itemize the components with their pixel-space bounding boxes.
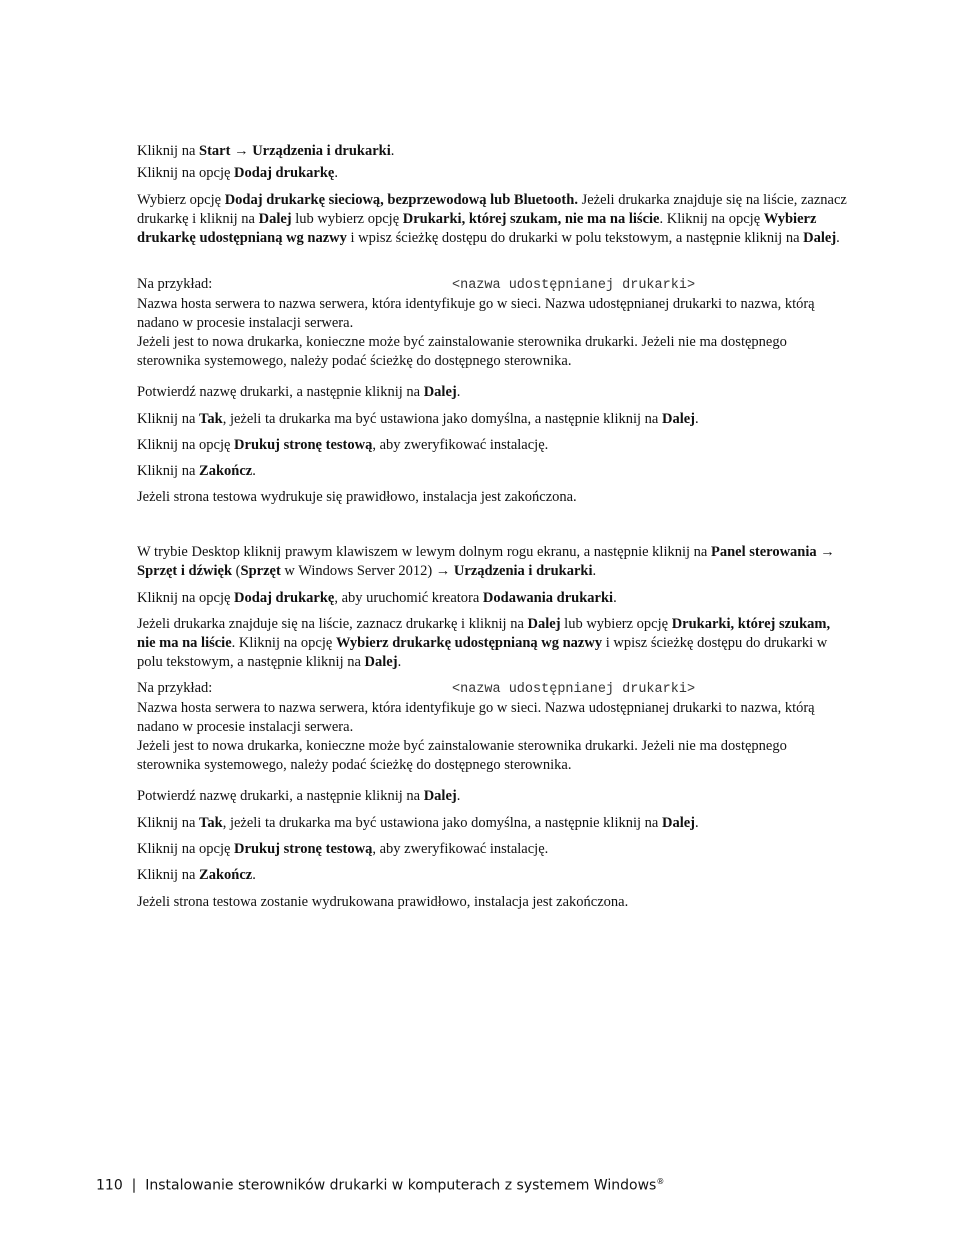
text-run: Jeżeli drukarka znajduje się na liście, zaznacz drukarkę i kliknij na (137, 192, 847, 228)
bold-term: Dalej (258, 211, 292, 228)
text-run: . (252, 463, 256, 479)
bold-term: Dodaj drukarkę sieciową, bezprzewodową lub Bluetooth. (224, 192, 578, 208)
s1-result: Jeżeli strona testowa wydrukuje się prawidłowo, instalacja jest zakończona. (137, 489, 577, 505)
s2-result: Jeżeli strona testowa zostanie wydrukowana prawidłowo, instalacja jest zakończona. (137, 894, 629, 910)
s2-choose-option-step (137, 615, 849, 673)
bold-term: Dalej (423, 788, 457, 804)
bold-term: Tak (199, 411, 223, 427)
text-run: i wpisz ścieżkę dostępu do drukarki w polu tekstowym, a następnie kliknij na (346, 230, 804, 247)
bold-term: Sprzęt (240, 563, 281, 580)
text-run: , aby zweryfikować instalację. (372, 437, 549, 453)
s1-driver-note: Jeżeli jest to nowa drukarka, konieczne może być zainstalowanie sterownika drukarki. Jeżeli nie ma dostępnego sterownika systemowego, należy podać ścieżkę do dostępnego sterownika. (137, 334, 787, 370)
bold-term: Drukuj stronę testową (234, 437, 373, 453)
text-run: ( (232, 563, 241, 580)
text-run: Wybierz opcję (137, 192, 225, 208)
bold-term: Dodaj drukarkę (234, 165, 335, 181)
s2-finish-step (137, 866, 849, 885)
s1-choose-option-step (137, 191, 849, 249)
text-run: lub wybierz opcję (560, 616, 672, 632)
text-run: . (397, 654, 402, 671)
text-run: → (816, 544, 835, 560)
text-run: Kliknij na (137, 143, 200, 159)
bold-term: Sprzęt i dźwięk (137, 563, 233, 580)
s1-example-label: Na przykład: (137, 276, 213, 292)
bold-term: Dodawania drukarki (482, 590, 614, 606)
bold-term: Tak (199, 815, 223, 831)
bold-term: Zakończ (199, 867, 253, 883)
text-run: Potwierdź nazwę drukarki, a następnie kliknij na (137, 788, 424, 804)
bold-term: Dalej (803, 230, 837, 247)
text-run: . (334, 165, 338, 181)
s1-example-value: <nazwa udostępnianej drukarki> (452, 278, 696, 293)
s2-confirm-step (137, 787, 849, 806)
text-run: Kliknij na opcję (137, 841, 235, 857)
bold-term: Wybierz drukarkę udostępnianą wg nazwy (137, 211, 817, 247)
text-run: . (836, 230, 840, 247)
bold-term: Zakończ (199, 463, 253, 479)
s1-host-note: Nazwa hosta serwera to nazwa serwera, która identyfikuje go w sieci. Nazwa udostępnianej drukarki to nazwa, którą nadano w procesie instalacji serwera. (137, 296, 815, 332)
bold-term: Panel sterowania (710, 544, 817, 560)
s1-add-printer-step (137, 164, 849, 183)
bold-term: Urządzenia i drukarki (453, 563, 593, 580)
text-run: W trybie Desktop kliknij prawym klawiszem w lewym dolnym rogu ekranu, a następnie kliknij na (137, 544, 711, 560)
s1-confirm-step (137, 383, 849, 402)
bold-term: Dalej (527, 616, 561, 632)
text-run: . (695, 815, 699, 831)
text-run: i wpisz ścieżkę dostępu do drukarki w polu tekstowym, a następnie kliknij na (137, 635, 828, 671)
s2-add-printer-step (137, 589, 849, 608)
s2-default-step (137, 814, 849, 833)
s2-example-value: <nazwa udostępnianej drukarki> (452, 682, 696, 697)
text-run: Kliknij na (137, 867, 200, 883)
s1-test-page-step (137, 436, 849, 455)
page-footer (96, 1177, 664, 1194)
text-run: . (592, 563, 597, 580)
text-run: w Windows Server 2012) → (280, 563, 454, 580)
bold-term: Dalej (662, 411, 696, 427)
text-run: . (456, 384, 461, 400)
text-run: Kliknij na (137, 411, 200, 427)
text-run: . (695, 411, 699, 427)
text-run: , aby uruchomić kreatora (334, 590, 483, 606)
text-run: . (252, 867, 256, 883)
registered-mark: ® (656, 1177, 665, 1186)
text-run: Jeżeli drukarka znajduje się na liście, zaznacz drukarkę i kliknij na (137, 616, 528, 632)
text-run: Kliknij na (137, 815, 200, 831)
bold-term: Dalej (423, 384, 457, 400)
bold-term: Start → Urządzenia i drukarki (199, 143, 391, 159)
s2-example-label: Na przykład: (137, 680, 213, 696)
page-number: 110 (96, 1177, 123, 1194)
text-run: Kliknij na opcję (137, 590, 235, 606)
s2-test-page-step (137, 840, 849, 859)
bold-term: Dodaj drukarkę (234, 590, 335, 606)
text-run: , aby zweryfikować instalację. (372, 841, 549, 857)
text-run: Kliknij na opcję (137, 437, 235, 453)
bold-term: Drukarki, której szukam, nie ma na liście (402, 211, 660, 228)
text-run: . Kliknij na opcję (231, 635, 336, 652)
text-run: . Kliknij na opcję (659, 211, 764, 228)
text-run: Potwierdź nazwę drukarki, a następnie kliknij na (137, 384, 424, 400)
text-run: Kliknij na (137, 463, 200, 479)
footer-separator: | (131, 1177, 137, 1194)
s1-default-step (137, 410, 849, 429)
text-run: , jeżeli ta drukarka ma być ustawiona jako domyślna, a następnie kliknij na (222, 815, 662, 831)
bold-term: Drukuj stronę testową (234, 841, 373, 857)
text-run: . (613, 590, 617, 606)
footer-title: Instalowanie sterowników drukarki w komputerach z systemem Windows (145, 1177, 657, 1194)
bold-term: Drukarki, której szukam, nie ma na liście (137, 616, 831, 652)
s1-finish-step (137, 462, 849, 481)
bold-term: Dalej (662, 815, 696, 831)
s2-start-step (137, 543, 849, 581)
s2-driver-note: Jeżeli jest to nowa drukarka, konieczne może być zainstalowanie sterownika drukarki. Jeżeli nie ma dostępnego sterownika systemowego, należy podać ścieżkę do dostępnego sterownika. (137, 738, 787, 774)
text-run: lub wybierz opcję (291, 211, 403, 228)
text-run: Kliknij na opcję (137, 165, 235, 181)
s2-host-note: Nazwa hosta serwera to nazwa serwera, która identyfikuje go w sieci. Nazwa udostępnianej drukarki to nazwa, którą nadano w procesie instalacji serwera. (137, 700, 815, 736)
bold-term: Wybierz drukarkę udostępnianą wg nazwy (335, 635, 603, 652)
text-run: , jeżeli ta drukarka ma być ustawiona jako domyślna, a następnie kliknij na (222, 411, 662, 427)
s1-start-step (137, 142, 849, 161)
text-run: . (456, 788, 461, 804)
bold-term: Dalej (364, 654, 398, 671)
text-run: . (390, 143, 395, 159)
